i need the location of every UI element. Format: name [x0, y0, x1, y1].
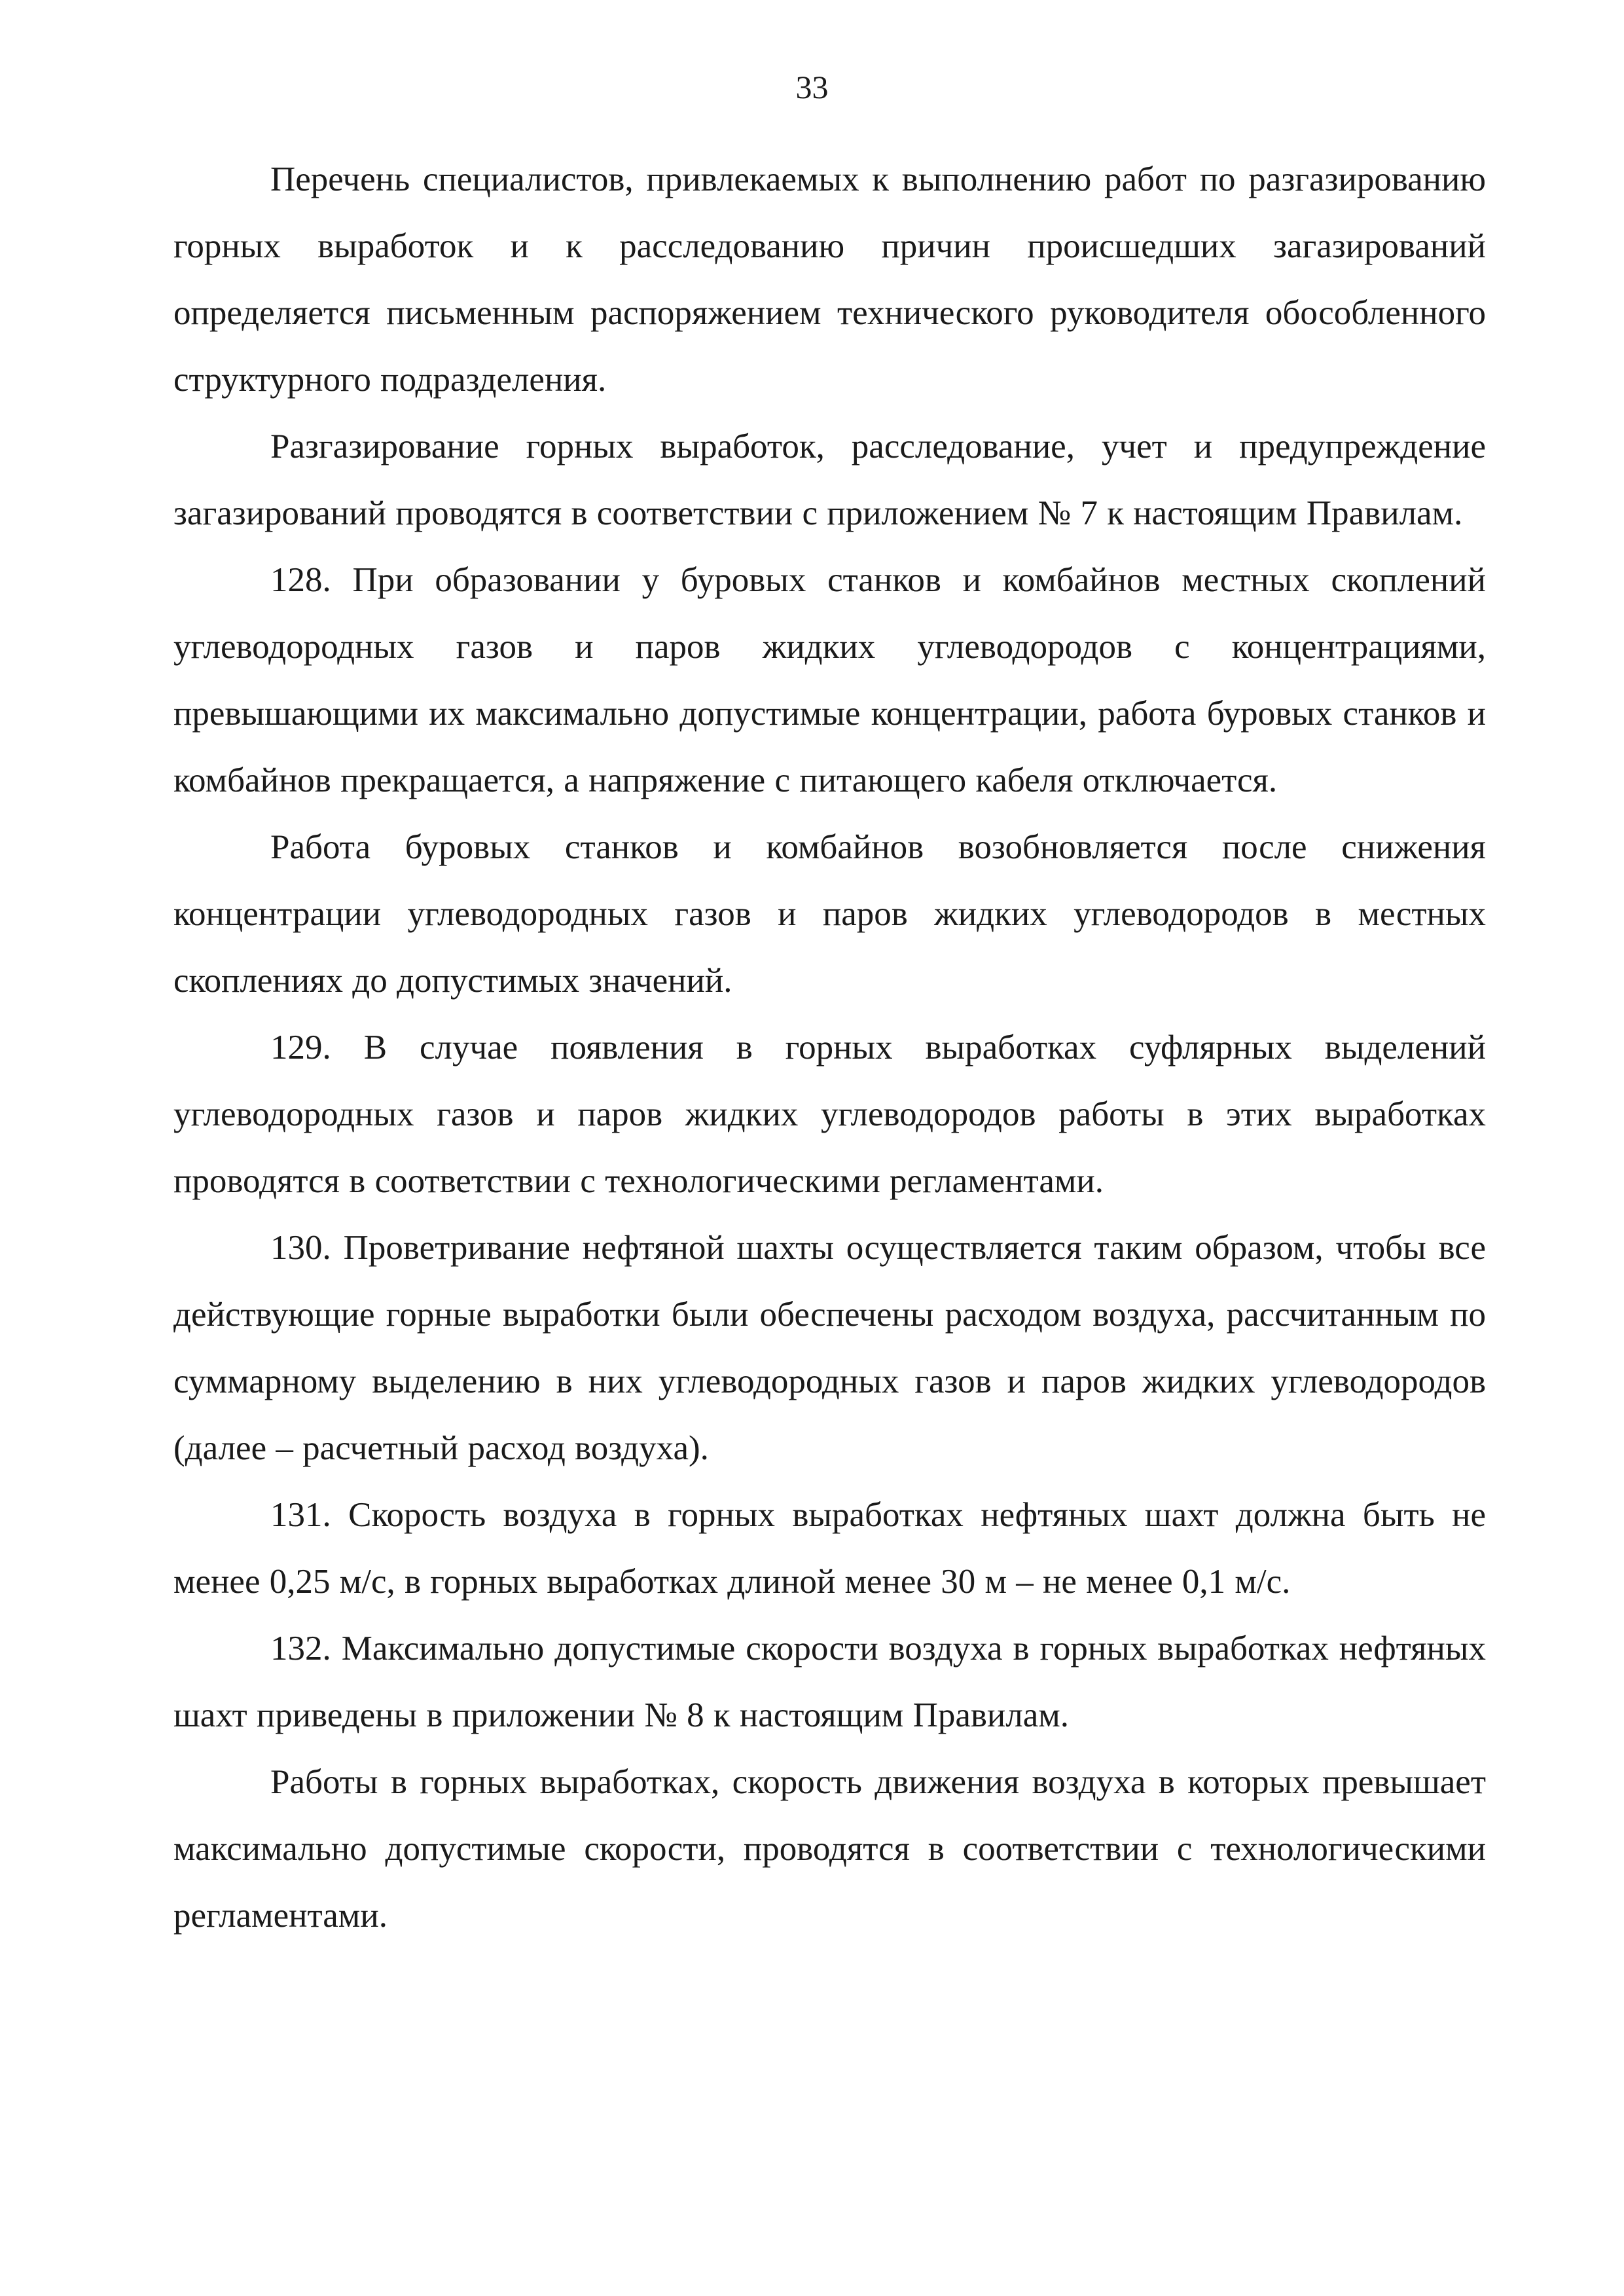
paragraph-clause-128: 128. При образовании у буровых станков и комбайнов местных скоплений углеводородных газов и паров жидких углеводородов с концентрациями, превышающими их максимально допустимые концентрации, работа буровых станков и комбайнов прекращается, а напряжение с питающего кабеля отключается.: [173, 561, 1486, 799]
page-number: 33: [795, 69, 829, 105]
paragraph-clause-129: 129. В случае появления в горных выработках суфлярных выделений углеводородных газов и паров жидких углеводородов работы в этих выработках проводятся в соответствии с технологическими регламентами.: [173, 1029, 1486, 1200]
document-body: [173, 146, 1486, 1949]
paragraph-degassing-appendix-7: Разгазирование горных выработок, расследование, учет и предупреждение загазирований проводятся в соответствии с приложением № 7 к настоящим Правилам.: [173, 428, 1486, 532]
paragraph-clause-128-resume: Работа буровых станков и комбайнов возобновляется после снижения концентрации углеводородных газов и паров жидких углеводородов в местных скоплениях до допустимых значений.: [173, 828, 1486, 1000]
paragraph-specialists-list: Перечень специалистов, привлекаемых к выполнению работ по разгазированию горных выработок и к расследованию причин происшедших загазирований определяется письменным распоряжением технического руководителя обособленного структурного подразделения.: [173, 160, 1486, 399]
paragraph-clause-132: 132. Максимально допустимые скорости воздуха в горных выработках нефтяных шахт приведены в приложении № 8 к настоящим Правилам.: [173, 1630, 1486, 1734]
paragraph-clause-130: 130. Проветривание нефтяной шахты осуществляется таким образом, чтобы все действующие горные выработки были обеспечены расходом воздуха, рассчитанным по суммарному выделению в них углеводородных газов и паров жидких углеводородов (далее – расчетный расход воздуха).: [173, 1229, 1486, 1467]
paragraph-clause-132-works: Работы в горных выработках, скорость движения воздуха в которых превышает максимально допустимые скорости, проводятся в соответствии с технологическими регламентами.: [173, 1763, 1486, 1935]
paragraph-clause-131: 131. Скорость воздуха в горных выработках нефтяных шахт должна быть не менее 0,25 м/с, в горных выработках длиной менее 30 м – не менее 0,1 м/с.: [173, 1496, 1486, 1601]
